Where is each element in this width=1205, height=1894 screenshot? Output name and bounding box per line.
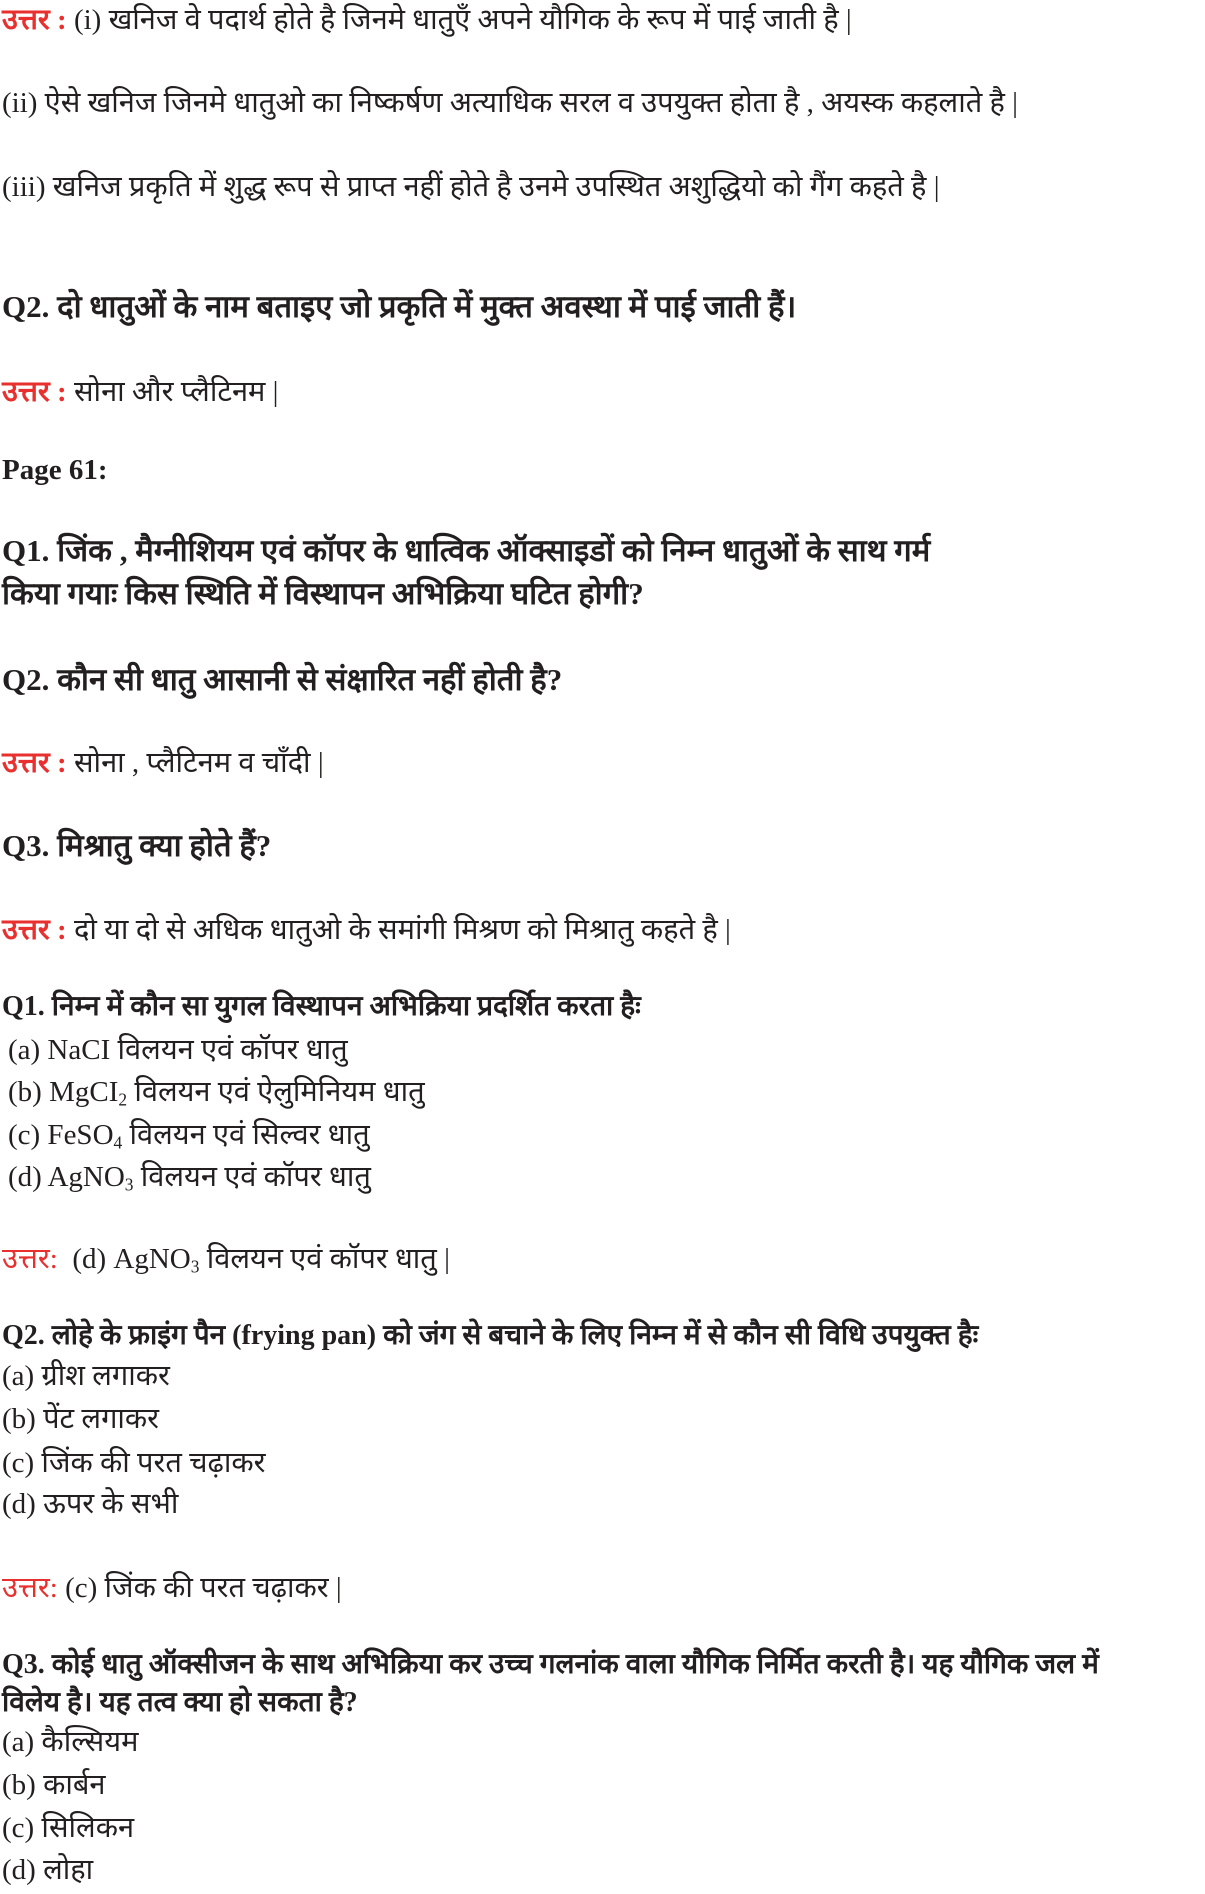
answer-line: [2, 912, 731, 948]
question: Q3. कोई धातु ऑक्सीजन के साथ अभिक्रिया कर उच्च गलनांक वाला यौगिक निर्मित करती है। यह यौगिक जल में: [2, 1649, 1099, 1680]
answer-line: [2, 2, 852, 38]
option-c: (c) जिंक की परत चढ़ाकर: [2, 1447, 266, 1479]
option-a: (a) कैल्सियम: [2, 1726, 139, 1758]
option-a: (a) ग्रीश लगाकर: [2, 1360, 170, 1392]
option-c: (c) सिलिकन: [2, 1812, 135, 1844]
question: Q1. जिंक , मैग्नीशियम एवं कॉपर के धात्विक ऑक्साइडों को निम्न धातुओं के साथ गर्म: [2, 533, 931, 568]
answer-label: उत्तर:: [2, 1572, 58, 1604]
option-a: (a) NaCI विलयन एवं कॉपर धातु: [8, 1034, 348, 1066]
answer-label: उत्तर :: [2, 747, 67, 779]
answer-text: दो या दो से अधिक धातुओ के समांगी मिश्रण को मिश्रातु कहते है |: [73, 914, 731, 946]
option-d: (d) AgNO$_3$ विलयन एवं कॉपर धातु: [8, 1161, 371, 1195]
answer-label: उत्तर :: [2, 914, 67, 946]
option-d: (d) लोहा: [2, 1854, 94, 1886]
question: किया गयाः किस स्थिति में विस्थापन अभिक्रिया घटित होगी?: [2, 576, 644, 611]
page-heading: Page 61:: [2, 454, 108, 486]
question: Q2. लोहे के फ्राइंग पैन (frying pan) को जंग से बचाने के लिए निम्न में से कौन सी विधि उपयुक्त हैः: [2, 1320, 979, 1351]
option-b: (b) पेंट लगाकर: [2, 1403, 160, 1435]
answer-label: उत्तर:: [2, 1243, 58, 1275]
answer-text: (d) AgNO$_3$ विलयन एवं कॉपर धातु |: [72, 1243, 450, 1277]
option-d: (d) ऊपर के सभी: [2, 1488, 179, 1520]
question: Q2. दो धातुओं के नाम बताइए जो प्रकृति में मुक्त अवस्था में पाई जाती हैं।: [2, 289, 797, 324]
answer-text: (iii) खनिज प्रकृति में शुद्ध रूप से प्राप्त नहीं होते है उनमे उपस्थित अशुद्धियो को गैंग कहते है |: [2, 171, 940, 203]
answer-line: [2, 745, 324, 781]
answer-label: उत्तर :: [2, 376, 67, 408]
answer-line: [2, 1570, 342, 1606]
option-b: (b) MgCI$_2$ विलयन एवं ऐलुमिनियम धातु: [8, 1076, 425, 1110]
question: विलेय है। यह तत्व क्या हो सकता है?: [2, 1687, 358, 1718]
answer-text: (i) खनिज वे पदार्थ होते है जिनमे धातुएँ अपने यौगिक के रूप में पाई जाती है |: [73, 4, 852, 36]
question: Q1. निम्न में कौन सा युगल विस्थापन अभिक्रिया प्रदर्शित करता हैः: [2, 991, 641, 1022]
option-b: (b) कार्बन: [2, 1769, 106, 1801]
answer-text: सोना और प्लैटिनम |: [73, 376, 279, 408]
question: Q2. कौन सी धातु आसानी से संक्षारित नहीं होती है?: [2, 662, 563, 697]
answer-line: [2, 1241, 450, 1284]
answer-line: [2, 374, 278, 410]
answer-text: सोना , प्लैटिनम व चाँदी |: [73, 747, 324, 779]
answer-label: उत्तर :: [2, 4, 67, 36]
answer-text: (c) जिंक की परत चढ़ाकर |: [65, 1572, 342, 1604]
option-c: (c) FeSO$_4$ विलयन एवं सिल्वर धातु: [8, 1119, 370, 1153]
question: Q3. मिश्रातु क्या होते हैं?: [2, 828, 272, 863]
answer-text: (ii) ऐसे खनिज जिनमे धातुओ का निष्कर्षण अत्याधिक सरल व उपयुक्त होता है , अयस्क कहलाते है |: [2, 87, 1018, 119]
